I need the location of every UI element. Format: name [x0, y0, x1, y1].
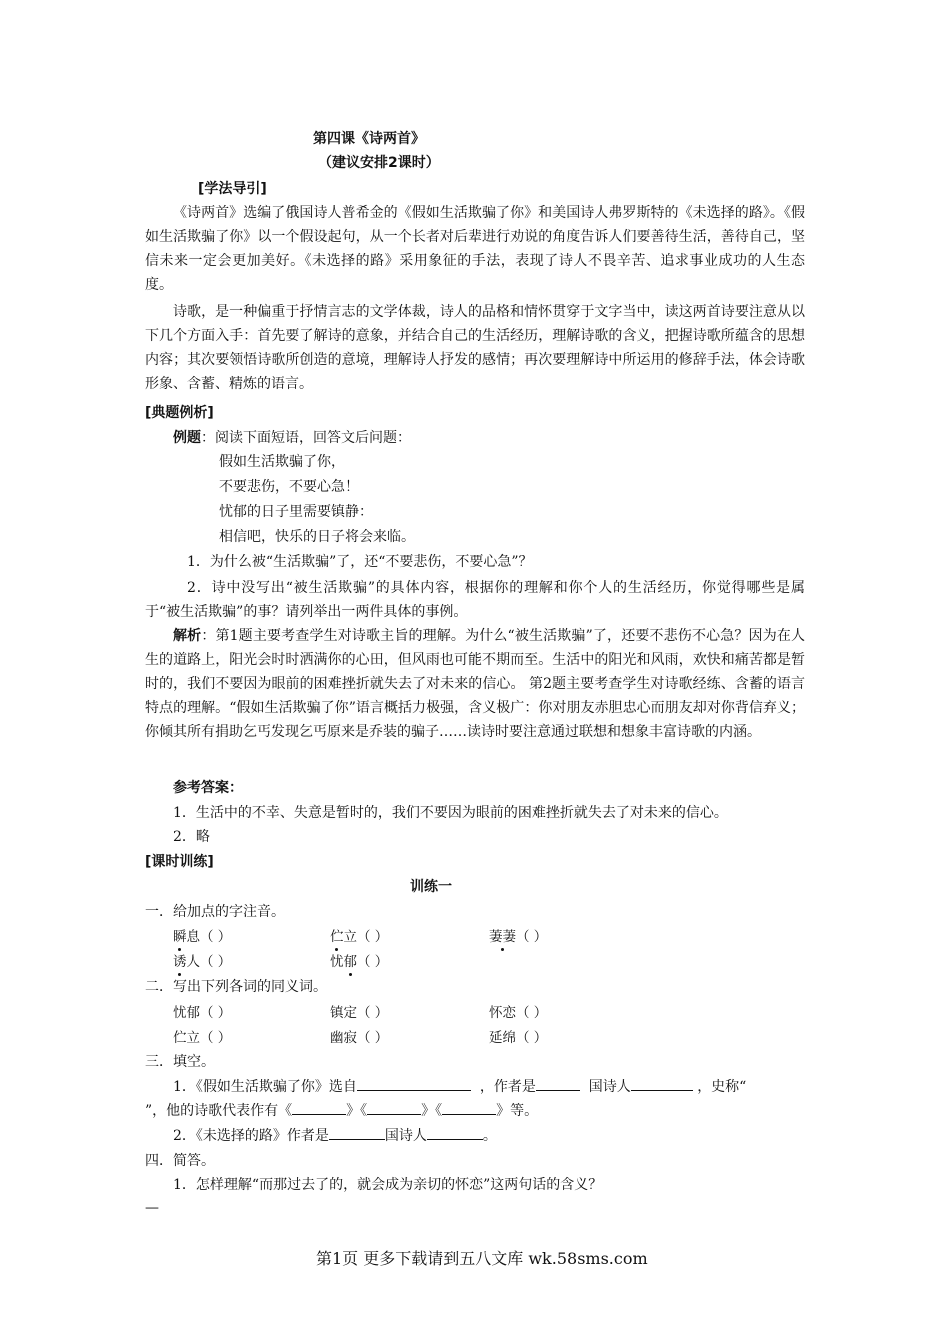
- exercise-1-heading: 一．给加点的字注音。: [145, 904, 285, 920]
- synonym-item: 忧郁（ ）: [173, 1005, 232, 1021]
- example-prompt: [173, 427, 411, 447]
- synonym-item: 幽寂（ ）: [330, 1030, 389, 1046]
- pinyin-item: 萋萋（ ）: [489, 925, 547, 945]
- answer-item: 2．略: [173, 829, 210, 845]
- synonym-item: 镇定（ ）: [330, 1005, 389, 1021]
- fill-blank-1-line-1: 1．《假如生活欺骗了你》选自 ，作者是 国诗人 ，史称“: [173, 1076, 746, 1096]
- page-footer: 第1页 更多下载请到五八文库 wk.58sms.com: [316, 1249, 648, 1268]
- poem-line: 相信吧，快乐的日子将会来临。: [219, 529, 415, 545]
- synonym-item: 伫立（ ）: [173, 1030, 232, 1046]
- synonym-item: 延绵（ ）: [489, 1030, 548, 1046]
- example-label: 例题: [173, 430, 201, 446]
- pinyin-item: 忧郁（ ）: [330, 950, 388, 970]
- fill-blank-2: 2．《未选择的路》作者是 国诗人 。: [173, 1125, 497, 1145]
- pinyin-item: 瞬息（ ）: [173, 925, 231, 945]
- fill-blank-1-line-2: ”，他的诗歌代表作有《 》《 》《 》等。: [145, 1100, 538, 1120]
- poem-line: 不要悲伤，不要心急！: [219, 479, 359, 495]
- synonym-item: 怀恋（ ）: [489, 1005, 548, 1021]
- section-heading-example: [典题例析]: [145, 405, 214, 421]
- answer-item: 1．生活中的不幸、失意是暂时的，我们不要因为眼前的困难挫折就失去了对未来的信心。: [173, 805, 728, 821]
- poem-line: 忧郁的日子里需要镇静：: [219, 504, 373, 520]
- page-subtitle: （建议安排2课时）: [318, 155, 440, 171]
- section-heading-guide: [学法导引]: [198, 181, 267, 197]
- training-title: 训练一: [410, 879, 452, 895]
- short-answer-question-1: 1．怎样理解“而那过去了的，就会成为亲切的怀恋”这两句话的含义？: [173, 1177, 603, 1193]
- exercise-3-heading: 三．填空。: [145, 1054, 215, 1070]
- guide-paragraph-2: 诗歌，是一种偏重于抒情言志的文学体裁，诗人的品格和情怀贯穿于文字当中，读这两首诗要注意从以下几个方面入手：首先要了解诗的意象，并结合自己的生活经历，理解诗歌的含义，把握诗歌所蕴含的思想内容；其次要领悟诗歌所创造的意境，理解诗人抒发的感情；再次要理解诗中所运用的修辞手法，体会诗歌形象、含蓄、精炼的语言。: [145, 304, 805, 392]
- example-prompt-text: ：阅读下面短语，回答文后问题：: [201, 430, 411, 446]
- analysis-label: 解析: [173, 628, 202, 644]
- answer-dash: —: [145, 1200, 159, 1216]
- example-question-2: 2．诗中没写出“被生活欺骗”的具体内容，根据你的理解和你个人的生活经历，你觉得哪些是属于“被生活欺骗”的事？请列举出一两件具体的事例。: [145, 580, 805, 620]
- analysis-text: ：第1题主要考查学生对诗歌主旨的理解。为什么“被生活欺骗”了，还要不悲伤不心急？因为在人生的道路上，阳光会时时洒满你的心田，但风雨也可能不期而至。生活中的阳光和风雨，欢快和痛苦都是暂时的，我们不要因为眼前的困难挫折就失去了对未来的信心。 第2题主要考查学生对诗歌经练、含蓄的语言特点的理解。“假如生活欺骗了你”语言概括力极强，含义极广：你对朋友赤胆忠心而朋友却对你背信弃义；你倾其所有捐助乞丐发现乞丐原来是乔装的骗子……读诗时要注意通过联想和想象丰富诗歌的内涵。: [145, 628, 805, 740]
- exercise-4-heading: 四．简答。: [145, 1153, 215, 1169]
- exercise-2-heading: 二．写出下列各词的同义词。: [145, 979, 327, 995]
- pinyin-item: 诱人（ ）: [173, 950, 231, 970]
- section-heading-training: [课时训练]: [145, 854, 214, 870]
- example-analysis: [145, 624, 805, 744]
- pinyin-item: 伫立（ ）: [330, 925, 388, 945]
- poem-line: 假如生活欺骗了你，: [219, 454, 345, 470]
- answer-label: 参考答案：: [173, 780, 243, 796]
- guide-paragraph-1: 《诗两首》选编了俄国诗人普希金的《假如生活欺骗了你》和美国诗人弗罗斯特的《未选择的路》。《假如生活欺骗了你》以一个假设起句，从一个长者对后辈进行劝说的角度告诉人们要善待生活，善待自己，坚信未来一定会更加美好。《未选择的路》采用象征的手法，表现了诗人不畏辛苦、追求事业成功的人生态度。: [145, 205, 805, 293]
- page-title: 第四课《诗两首》: [313, 131, 425, 147]
- example-question-1: 1．为什么被“生活欺骗”了，还“不要悲伤，不要心急”？: [187, 554, 533, 570]
